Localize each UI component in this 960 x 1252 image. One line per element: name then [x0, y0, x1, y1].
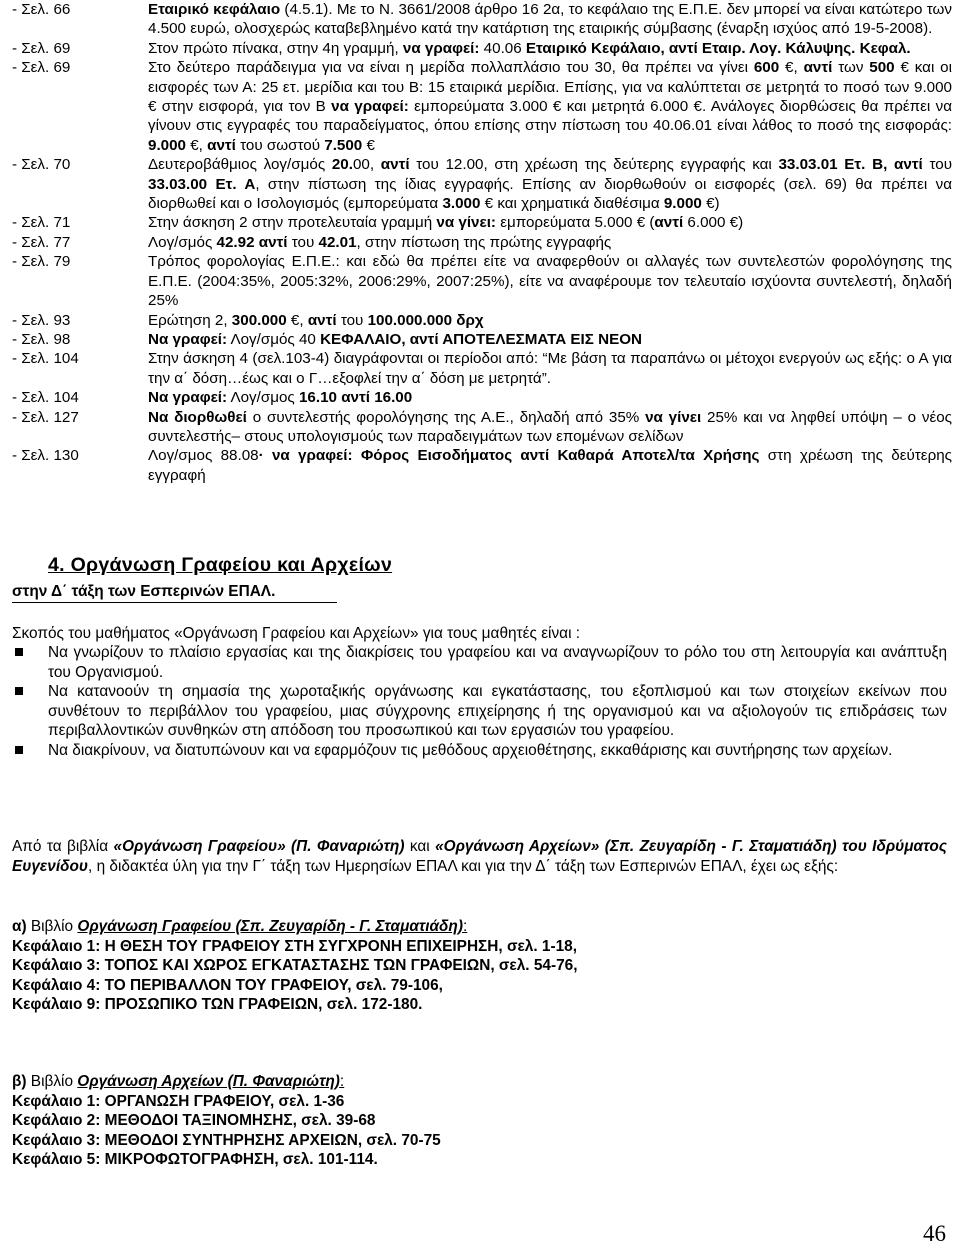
errata-correction: Εταιρικό κεφάλαιο (4.5.1). Με το Ν. 3661/2008 άρθρο 16 2α, το κεφάλαιο της Ε.Π.Ε. δεν μπορεί να είναι κατώτερο των 4.500 ευρώ, ολοσχερώς καταβεβλημένο κατά την κατάρτιση της εταιρικής σύμβασης (έναρξη ισχύος από 19-5-2008).: [148, 1, 952, 38]
intro-text: Σκοπός του μαθήματος «Οργάνωση Γραφείου και Αρχείων» για τους μαθητές είναι :: [12, 625, 581, 642]
errata-row: [12, 58, 952, 155]
errata-row: [12, 39, 952, 58]
errata-row: [12, 349, 952, 388]
errata-correction: Λογ/σμός 42.92 αντί του 42.01, στην πίστωση της πρώτης εγγραφής: [148, 233, 612, 251]
errata-correction: Να γραφεί: Λογ/σμός 40 ΚΕΦΑΛΑΙΟ, αντί ΑΠΟΤΕΛΕΣΜΑΤΑ ΕΙΣ ΝΕΟΝ: [148, 330, 642, 348]
goal-item: [12, 682, 947, 741]
errata-correction: Στην άσκηση 2 στην προτελευταία γραμμή να γίνει: εμπορεύματα 5.000 € (αντί 6.000 €): [148, 214, 744, 232]
errata-correction: Τρόπος φορολογίας Ε.Π.Ε.: και εδώ θα πρέπει είτε να αναφερθούν οι αλλαγές των συντελεστών φορολόγησης της Ε.Π.Ε. (2004:35%, 2005:32%, 2006:29%, 2007:25%), είτε να αναφέρουμε τον τελευταίο ισχύοντα συντελεστή, δηλαδή 25%: [148, 253, 952, 310]
errata-page-ref: - Σελ. 79: [12, 253, 71, 271]
errata-row: [12, 388, 952, 407]
square-bullet-icon: [12, 741, 48, 761]
book-a-section: [12, 917, 947, 1015]
errata-row: [12, 311, 952, 330]
errata-correction: Στο δεύτερο παράδειγμα για να είναι η μερίδα πολλαπλάσιο του 30, θα πρέπει να γίνει 600 €, αντί των 500 € και οι εισφορές των Α: 25 ετ. μερίδια και του Β: 15 εταιρικά μερίδια. Επίσης, για να καλύπτεται σε μετρητά το ποσό των 9.000 € στην εισφορά, για τον Β να γραφεί: εμπορεύματα 3.000 € και μετρητά 6.000 €. Ανάλογες διορθώσεις θα πρέπει να γίνουν στις εγγραφές του παραδείγματος, όπου επίσης στην πίστωση του 40.06.01 είναι λάθος το ποσό της εισφοράς: 9.000 €, αντί του σωστού 7.500 €: [148, 59, 952, 154]
errata-page-ref: - Σελ. 70: [12, 156, 71, 174]
chapter-item: Κεφάλαιο 3: ΤΟΠΟΣ ΚΑΙ ΧΩΡΟΣ ΕΓΚΑΤΑΣΤΑΣΗΣ ΤΩΝ ΓΡΑΦΕΙΩΝ, σελ. 54-76,: [12, 957, 578, 975]
chapter-item: Κεφάλαιο 3: ΜΕΘΟΔΟΙ ΣΥΝΤΗΡΗΣΗΣ ΑΡΧΕΙΩΝ, σελ. 70-75: [12, 1131, 441, 1149]
errata-page-ref: - Σελ. 66: [12, 1, 71, 18]
chapter-item: Κεφάλαιο 1: Η ΘΕΣΗ ΤΟΥ ΓΡΑΦΕΙΟΥ ΣΤΗ ΣΥΓΧΡΟΝΗ ΕΠΙΧΕΙΡΗΣΗ, σελ. 1-18,: [12, 937, 577, 955]
errata-row: [12, 408, 952, 447]
errata-page-ref: - Σελ. 98: [12, 330, 71, 348]
errata-row: [12, 213, 952, 232]
errata-row: [12, 233, 952, 252]
chapter-item: Κεφάλαιο 2: ΜΕΘΟΔΟΙ ΤΑΞΙΝΟΜΗΣΗΣ, σελ. 39-68: [12, 1112, 376, 1130]
book-a-chapters: [12, 937, 947, 1015]
goal-item: [12, 643, 947, 682]
errata-correction: Λογ/σμος 88.08· να γραφεί: Φόρος Εισοδήματος αντί Καθαρά Αποτελ/τα Χρήσης στη χρέωση της δεύτερης εγγραφή: [148, 447, 952, 484]
square-bullet-icon: [12, 682, 48, 741]
errata-row: [12, 155, 952, 213]
errata-correction: Να γραφεί: Λογ/σμος 16.10 αντί 16.00: [148, 389, 413, 407]
errata-page-ref: - Σελ. 104: [12, 350, 79, 368]
chapter-item: Κεφάλαιο 9: ΠΡΟΣΩΠΙΚΟ ΤΩΝ ΓΡΑΦΕΙΩΝ, σελ. 172-180.: [12, 996, 423, 1014]
errata-page-ref: - Σελ. 104: [12, 389, 79, 407]
book-a-label: α) Βιβλίο Οργάνωση Γραφείου (Σπ. Ζευγαρίδη - Γ. Σταματιάδη):: [12, 918, 468, 935]
page-number: 46: [923, 1221, 946, 1246]
section-subtitle: στην Δ΄ τάξη των Εσπερινών ΕΠΑΛ.: [12, 583, 337, 603]
goal-text: Να διακρίνουν, να διατυπώνουν και να εφαρμόζουν τις μεθόδους αρχειοθέτησης, εκκαθάρισης και συντήρησης των αρχείων.: [48, 741, 893, 759]
errata-list: [12, 0, 952, 485]
square-bullet-icon: [12, 643, 48, 682]
errata-page-ref: - Σελ. 93: [12, 311, 71, 329]
chapter-item: Κεφάλαιο 1: ΟΡΓΑΝΩΣΗ ΓΡΑΦΕΙΟΥ, σελ. 1-36: [12, 1092, 345, 1110]
chapter-item: Κεφάλαιο 5: ΜΙΚΡΟΦΩΤΟΓΡΑΦΗΣΗ, σελ. 101-114.: [12, 1151, 378, 1169]
errata-page-ref: - Σελ. 127: [12, 408, 79, 426]
errata-correction: Δευτεροβάθμιος λογ/σμός 20.00, αντί του 12.00, στη χρέωση της δεύτερης εγγραφής και 33.03.01 Ετ. Β, αντί του 33.03.00 Ετ. Α, στην πίστωση της ίδιας εγγραφής. Επίσης αν διορθωθούν οι εισφορές (σελ. 69) θα πρέπει να διορθωθεί και ο Ισολογισμός (εμπορεύματα 3.000 € και χρηματικά διαθέσιμα 9.000 €): [148, 156, 953, 213]
errata-correction: Στον πρώτο πίνακα, στην 4η γραμμή, να γραφεί: 40.06 Εταιρικό Κεφάλαιο, αντί Εταιρ. Λογ. Κάλυψης. Κεφαλ.: [148, 39, 911, 57]
errata-page-ref: - Σελ. 71: [12, 214, 71, 232]
goal-text: Να γνωρίζουν το πλαίσιο εργασίας και της διακρίσεις του γραφείου και να αναγνωρίζουν το ρόλο του στη λειτουργία και ανάπτυξη του Οργανισμού.: [48, 644, 947, 681]
book-b-label: β) Βιβλίο Οργάνωση Αρχείων (Π. Φαναριώτη):: [12, 1073, 345, 1090]
errata-row: [12, 446, 952, 485]
book-b-chapters: [12, 1092, 947, 1170]
errata-row: [12, 330, 952, 349]
errata-row: [12, 252, 952, 310]
books-paragraph: Από τα βιβλία «Οργάνωση Γραφείου» (Π. Φαναριώτη) και «Οργάνωση Αρχείων» (Σπ. Ζευγαρίδη - Γ. Σταματιάδη) του Ιδρύματος Ευγενίδου, η διδακτέα ύλη για την Γ΄ τάξη των Ημερησίων ΕΠΑΛ και για την Δ΄ τάξη των Εσπερινών ΕΠΑΛ, έχει ως εξής:: [12, 838, 947, 875]
errata-page-ref: - Σελ. 130: [12, 447, 79, 465]
book-b-section: [12, 1072, 947, 1170]
errata-page-ref: - Σελ. 69: [12, 39, 71, 57]
chapter-item: Κεφάλαιο 4: ΤΟ ΠΕΡΙΒΑΛΛΟΝ ΤΟΥ ΓΡΑΦΕΙΟΥ, σελ. 79-106,: [12, 976, 443, 994]
section-title: 4. Οργάνωση Γραφείου και Αρχείων: [48, 554, 393, 576]
goal-item: [12, 741, 947, 761]
errata-correction: Να διορθωθεί ο συντελεστής φορολόγησης της Α.Ε., δηλαδή από 35% να γίνει 25% και να ληφθεί υπόψη – ο νέος συντελεστής– στους υπολογισμούς των παραδειγμάτων των επομένων σελίδων: [148, 408, 952, 445]
errata-row: [12, 0, 952, 39]
errata-page-ref: - Σελ. 77: [12, 233, 71, 251]
errata-correction: Στην άσκηση 4 (σελ.103-4) διαγράφονται οι περίοδοι από: “Με βάση τα παραπάνω οι μέτοχοι ενεργούν ως εξής: ο Α για την α΄ δόση…έως και ο Γ…εξοφλεί την α΄ δόση με μετρητά”.: [148, 350, 952, 387]
goal-text: Να κατανοούν τη σημασία της χωροταξικής οργάνωσης και εγκατάστασης, του εξοπλισμού και των στοιχείων εκείνων που συνθέτουν το περιβάλλον του γραφείου, μιας σύγχρονης επιχείρησης ή της οργανισμού και να αξιολογούν τις επιδράσεις των περιβαλλοντικών συνθηκών στη απόδοση του προσωπικού και των εργασιών του γραφείου.: [48, 683, 947, 740]
goals-list: [12, 643, 947, 761]
errata-page-ref: - Σελ. 69: [12, 59, 71, 77]
errata-correction: Ερώτηση 2, 300.000 €, αντί του 100.000.000 δρχ: [148, 311, 484, 329]
